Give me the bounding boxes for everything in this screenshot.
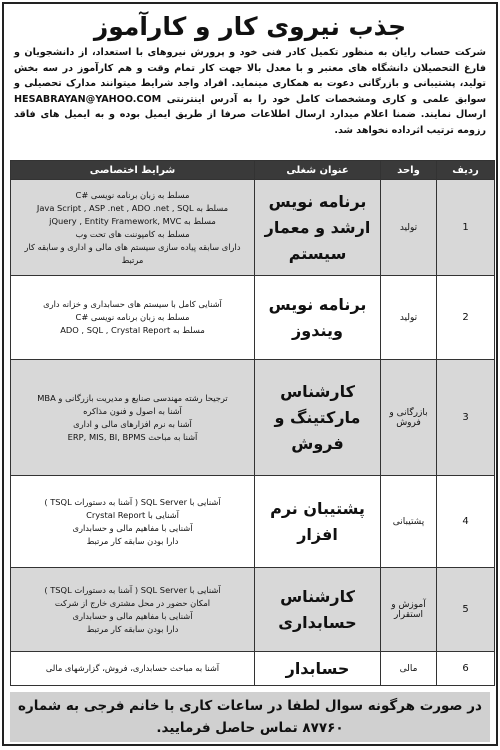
row-requirements <box>11 568 255 652</box>
row-number: 6 <box>437 652 495 686</box>
row-job-title: برنامه نویس ارشد و معمار سیستم <box>255 180 381 276</box>
requirement-line: مسلط به زبان برنامه نویسی #C <box>75 312 190 322</box>
row-number: 4 <box>437 476 495 568</box>
job-ad-page <box>2 2 498 746</box>
requirement-line: مسلط به jQuery , Entity Framework, MVC <box>49 215 216 226</box>
requirement-line: آشنایی با مفاهیم مالی و حسابداری <box>72 610 193 621</box>
header-requirements: شرایط اختصاصی <box>11 161 255 180</box>
row-job-title: برنامه نویس ویندوز <box>255 276 381 360</box>
requirement-line: آشنایی با SQL Server ( آشنا به دستورات TSQL ) <box>44 496 221 507</box>
requirement-line: مسلط به Java Script , ASP .net , ADO .net , SQL <box>36 202 229 213</box>
row-requirements <box>11 360 255 476</box>
contact-footer: در صورت هرگونه سوال لطفا در ساعات کاری با خانم فرجی به شماره ۸۷۷۶۰ تماس حاصل فرمایید. <box>10 692 490 742</box>
requirement-line: دارا بودن سابقه کار مرتبط <box>86 623 179 634</box>
table-row <box>11 360 495 476</box>
intro-paragraph <box>4 41 496 138</box>
row-job-title: پشتیبان نرم افزار <box>255 476 381 568</box>
intro-text-after: ارسال نمایند. ضمنا اعلام میدارد ارسال اطلاعات صرفا از طریق ایمیل بوده و به ایمیل های فاقد رزومه ترتیب اثرداده نخواهد شد. <box>14 109 486 136</box>
intro-text: شرکت حساب رایان به منظور تکمیل کادر فنی خود و پرورش نیروهای با استعداد، از دانشجویان و فارغ التحصیلان دانشگاه های معتبر و با معدل بالا جهت کار تمام وقت و هم کارآموز در سه بخش تولید، پشتیبانی و بازرگانی دعوت به همکاری مینماید. افراد واجد شرایط میتوانند مدارک تحصیلی و سوابق علمی و کاری ومشخصات کامل خود را به آدرس اینترنتی <box>14 47 486 105</box>
header-unit: واحد <box>381 161 437 180</box>
requirement-line: آشنایی کامل با سیستم های حسابداری و خزانه داری <box>43 299 222 309</box>
row-unit: بازرگانی و فروش <box>381 360 437 476</box>
requirement-line: مسلط به کامپوننت های تحت وب <box>75 228 190 239</box>
requirement-line: آشنا به مباحث حسابداری، فروش، گزارشهای مالی <box>45 663 220 673</box>
table-row <box>11 652 495 686</box>
requirement-line: مسلط به ADO , SQL , Crystal Report <box>60 325 205 335</box>
requirement-line: آشنا به نرم افزارهای مالی و اداری <box>73 418 192 429</box>
row-unit: پشتیبانی <box>381 476 437 568</box>
requirement-line: امکان حضور در محل مشتری خارج از شرکت <box>54 597 211 608</box>
table-row <box>11 276 495 360</box>
table-row <box>11 568 495 652</box>
requirement-line: آشنایی با SQL Server ( آشنا به دستورات TSQL ) <box>44 584 221 595</box>
page-title: جذب نیروی کار و کارآموز <box>93 12 407 41</box>
requirement-line: آشنا به اصول و فنون مذاکره <box>83 405 182 416</box>
row-job-title: کارشناس مارکتینگ و فروش <box>255 360 381 476</box>
table-row <box>11 476 495 568</box>
requirement-line: ترجیحا رشته مهندسی صنایع و مدیریت بازرگانی و MBA <box>37 392 228 403</box>
row-number: 2 <box>437 276 495 360</box>
row-number: 1 <box>437 180 495 276</box>
row-number: 5 <box>437 568 495 652</box>
row-requirements <box>11 476 255 568</box>
row-unit: مالی <box>381 652 437 686</box>
jobs-table <box>10 160 495 686</box>
row-requirements <box>11 180 255 276</box>
row-unit: تولید <box>381 180 437 276</box>
header-row-number: ردیف <box>437 161 495 180</box>
row-number: 3 <box>437 360 495 476</box>
table-row <box>11 180 495 276</box>
header-job-title: عنوان شغلی <box>255 161 381 180</box>
requirement-line: آشنا به مباحث ERP, MIS, BI, BPMS <box>67 431 198 442</box>
row-unit: آموزش و استقرار <box>381 568 437 652</box>
requirement-line: مسلط به زبان برنامه نویسی #C <box>75 189 190 200</box>
row-job-title: کارشناس حسابداری <box>255 568 381 652</box>
table-header-row <box>11 161 495 180</box>
row-unit: تولید <box>381 276 437 360</box>
contact-email: HESABRAYAN@YAHOO.COM <box>14 93 162 105</box>
row-requirements <box>11 652 255 686</box>
row-job-title: حسابدار <box>255 652 381 686</box>
requirement-line: آشنایی با مفاهیم مالی و حسابداری <box>72 522 193 533</box>
requirement-line: دارا بودن سابقه کار مرتبط <box>86 535 179 546</box>
requirement-line: دارای سابقه پیاده سازی سیستم های مالی و اداری و سابقه کار مرتبط <box>24 241 241 265</box>
requirement-line: آشنایی با Crystal Report <box>86 509 179 520</box>
row-requirements <box>11 276 255 360</box>
